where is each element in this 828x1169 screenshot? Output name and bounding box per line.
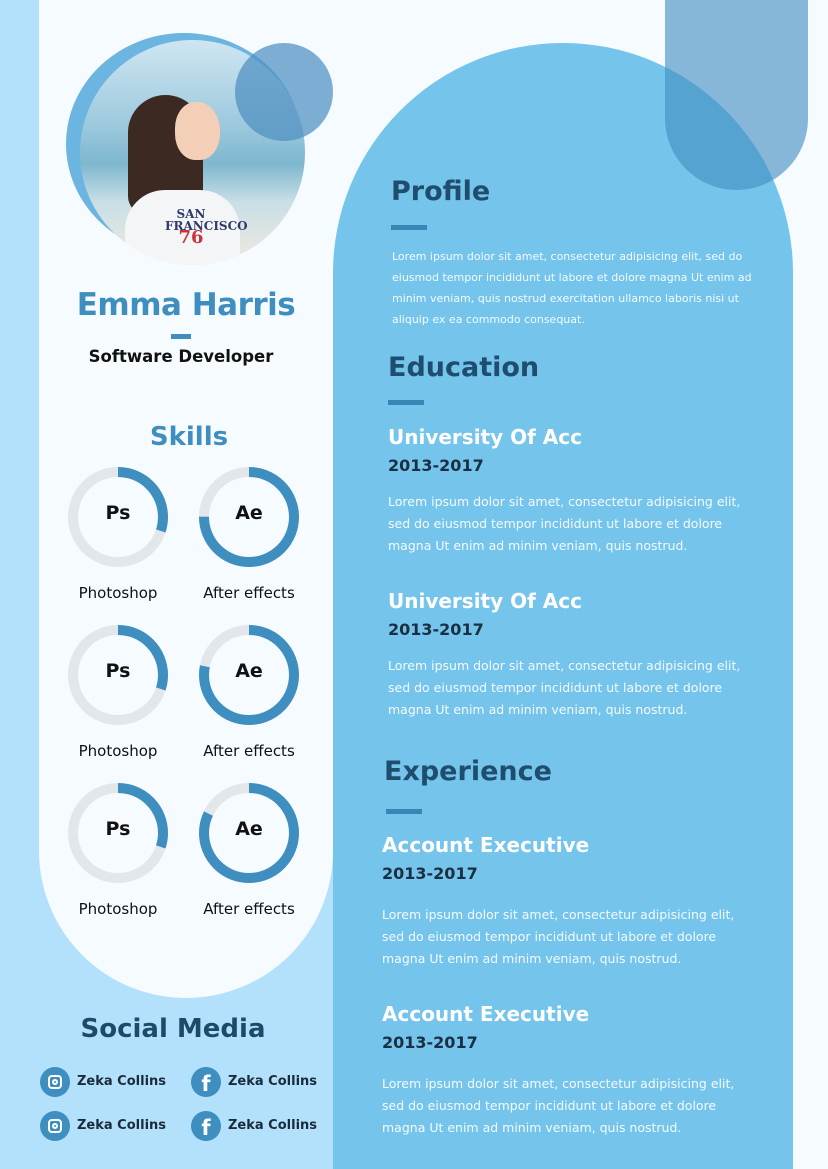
skill-abbr: Ae bbox=[235, 660, 263, 682]
social-link-facebook[interactable] bbox=[191, 1067, 331, 1097]
skill-label: After effects bbox=[203, 900, 295, 918]
skill-item bbox=[179, 467, 319, 617]
social-media-heading: Social Media bbox=[80, 1014, 266, 1044]
social-handle: Zeka Collins bbox=[77, 1118, 167, 1133]
skill-abbr: Ps bbox=[105, 660, 131, 682]
social-link-instagram[interactable] bbox=[40, 1111, 180, 1141]
skill-item bbox=[48, 783, 188, 933]
education-years: 2013-2017 bbox=[388, 456, 484, 475]
experience-description: Lorem ipsum dolor sit amet, consectetur adipisicing elit, sed do eiusmod tempor incididunt ut labore et dolore magna Ut enim ad minim veniam, quis nostrud. bbox=[382, 1076, 735, 1135]
skill-label: After effects bbox=[203, 742, 295, 760]
profile-underline bbox=[391, 225, 427, 230]
skills-heading: Skills bbox=[149, 422, 229, 452]
decorative-tab bbox=[665, 0, 808, 190]
social-handle: Zeka Collins bbox=[77, 1074, 167, 1089]
social-handle: Zeka Collins bbox=[228, 1118, 318, 1133]
experience-position: Account Executive bbox=[382, 833, 590, 857]
skill-item bbox=[48, 625, 188, 775]
skill-abbr: Ae bbox=[235, 818, 263, 840]
skill-item bbox=[179, 625, 319, 775]
decorative-circle bbox=[235, 43, 333, 141]
social-link-instagram[interactable] bbox=[40, 1067, 180, 1097]
skill-abbr: Ps bbox=[105, 818, 131, 840]
instagram-icon bbox=[40, 1067, 70, 1097]
skill-label: Photoshop bbox=[78, 900, 158, 918]
instagram-icon bbox=[40, 1111, 70, 1141]
skill-item bbox=[179, 783, 319, 933]
skill-label: Photoshop bbox=[78, 742, 158, 760]
skill-label: Photoshop bbox=[78, 584, 158, 602]
education-school: University Of Acc bbox=[388, 425, 582, 449]
skill-abbr: Ps bbox=[105, 502, 131, 524]
experience-position: Account Executive bbox=[382, 1002, 590, 1026]
facebook-icon: f bbox=[191, 1111, 221, 1141]
profile-heading: Profile bbox=[391, 176, 491, 207]
social-link-facebook[interactable] bbox=[191, 1111, 331, 1141]
education-description: Lorem ipsum dolor sit amet, consectetur adipisicing elit, sed do eiusmod tempor incididunt ut labore et dolore magna Ut enim ad minim veniam, quis nostrud. bbox=[388, 658, 741, 717]
candidate-name: Emma Harris bbox=[76, 287, 296, 323]
profile-text: Lorem ipsum dolor sit amet, consectetur adipisicing elit, sed do eiusmod tempor incididunt ut labore et dolore magna Ut enim ad minim veniam, quis nostrud exercitation ullamco laboris nisi ut aliquip ex ea commodo consequat. bbox=[392, 250, 752, 326]
education-heading: Education bbox=[388, 352, 540, 383]
experience-underline bbox=[386, 809, 422, 814]
experience-description: Lorem ipsum dolor sit amet, consectetur adipisicing elit, sed do eiusmod tempor incididunt ut labore et dolore magna Ut enim ad minim veniam, quis nostrud. bbox=[382, 907, 735, 966]
facebook-icon: f bbox=[191, 1067, 221, 1097]
education-school: University Of Acc bbox=[388, 589, 582, 613]
skill-label: After effects bbox=[203, 584, 295, 602]
candidate-role: Software Developer bbox=[88, 347, 274, 366]
education-years: 2013-2017 bbox=[388, 620, 484, 639]
education-description: Lorem ipsum dolor sit amet, consectetur adipisicing elit, sed do eiusmod tempor incididunt ut labore et dolore magna Ut enim ad minim veniam, quis nostrud. bbox=[388, 494, 741, 553]
name-underline bbox=[171, 334, 191, 339]
skill-abbr: Ae bbox=[235, 502, 263, 524]
profile-photo: SAN FRANCISCO 76 bbox=[80, 40, 305, 265]
experience-years: 2013-2017 bbox=[382, 864, 478, 883]
social-handle: Zeka Collins bbox=[228, 1074, 318, 1089]
experience-heading: Experience bbox=[384, 756, 552, 787]
education-underline bbox=[388, 400, 424, 405]
skill-item bbox=[48, 467, 188, 617]
experience-years: 2013-2017 bbox=[382, 1033, 478, 1052]
